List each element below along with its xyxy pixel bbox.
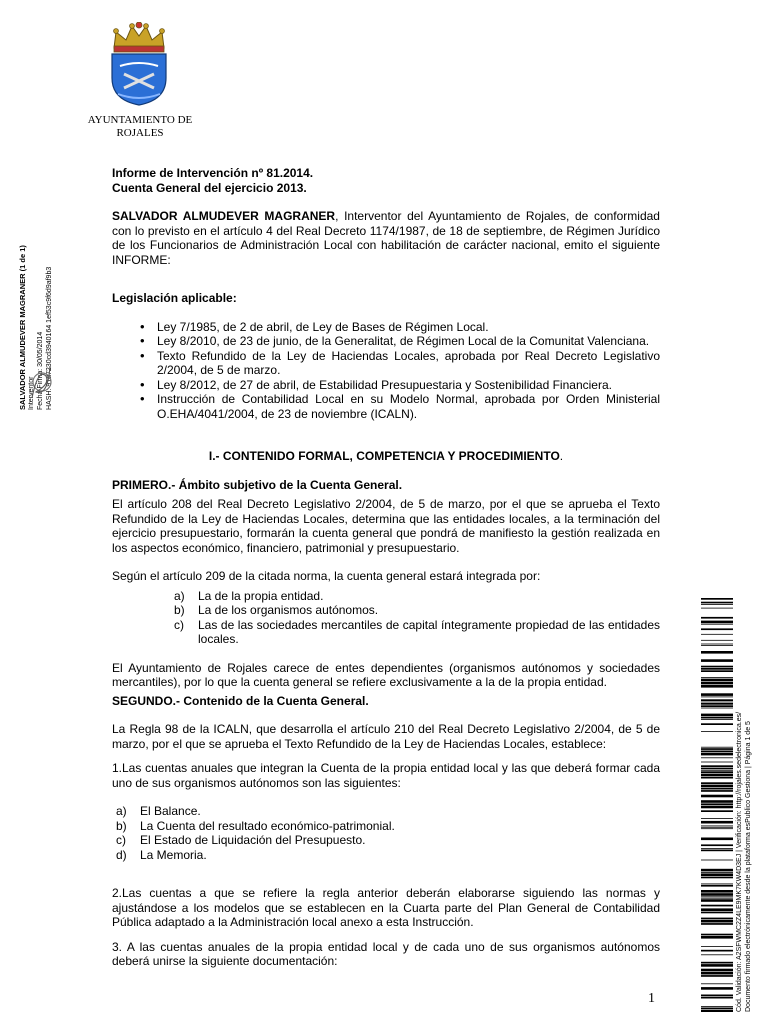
town-line2: ROJALES (116, 127, 164, 139)
list-item: • Ley 8/2012, de 27 de abril, de Estabilidad Presupuestaria y Sostenibilidad Financiera. (142, 378, 660, 393)
intro-name: SALVADOR ALMUDEVER MAGRANER (112, 209, 336, 223)
segundo-list (112, 804, 660, 862)
signature-scribble-icon (28, 362, 54, 402)
signature-hash: HASH: 91d7230cd3940164 1ef53c9f6d9af9b3 (46, 266, 53, 410)
barcode-icon (701, 598, 733, 1012)
primero-paragraph-2: Según el artículo 209 de la citada norma, la cuenta general estará integrada por: (112, 569, 541, 583)
primero-paragraph-3: El Ayuntamiento de Rojales carece de entes dependientes (organismos autónomos y sociedades mercantiles), por lo que la cuenta general se refiere exclusivamente a la de la propia entidad. (112, 660, 660, 689)
list-item: a) El Balance. (116, 804, 201, 818)
legislation-heading: Legislación aplicable: (112, 291, 237, 305)
intro-paragraph (112, 209, 660, 267)
signer-role: Interventor (28, 376, 35, 410)
page-number: 1 (648, 991, 655, 1006)
list-item: a) La de la propia entidad. (174, 588, 324, 603)
verification-code: Cód. Validación: A2SFWMC2Z4LE9MK7KW4D3EJ | Verificación: http://rojales.sedelectronica.es/ (736, 711, 743, 1012)
section1-heading: I.- CONTENIDO FORMAL, COMPETENCIA Y PROCEDIMIENTO. (208, 449, 564, 463)
verification-note: Documento firmado electrónicamente desde la plataforma esPublico Gestiona | Página 1 de 5 (744, 721, 752, 1012)
intro-text: , Interventor del Ayuntamiento de Rojales, de conformidad con lo previsto en el artículo 4 del Real Decreto 1174/1987, de 18 de septiembre, de Régimen Jurídico de los Funcionarios de Administración Local con habilitación de carácter nacional, emito el siguiente INFORME: (112, 209, 660, 267)
segundo-paragraph-2: 1.Las cuentas anuales que integran la Cuenta de la propia entidad local y las que deberá formar cada uno de sus organismos autónomos son las siguientes: (112, 761, 660, 790)
list-item: • Texto Refundido de la Ley de Haciendas Locales, aprobada por Real Decreto Legislativo 2/2004, de 5 de marzo. (142, 349, 660, 378)
signature-date: Fecha Firma: 30/05/2014 (37, 331, 44, 410)
document-body (112, 166, 660, 969)
list-item: b) La Cuenta del resultado económico-patrimonial. (116, 818, 395, 833)
segundo-paragraph-1: La Regla 98 de la ICALN, que desarrolla el artículo 210 del Real Decreto Legislativo 2/2004, de 5 de marzo, por el que se aprueba el Texto Refundido de la Ley de Haciendas Locales, establece: (112, 722, 660, 751)
report-title: Informe de Intervención nº 81.2014. (112, 166, 314, 180)
primero-heading: PRIMERO.- Ámbito subjetivo de la Cuenta General. (112, 477, 403, 492)
list-item: c) El Estado de Liquidación del Presupuesto. (116, 833, 366, 847)
list-item: d) La Memoria. (116, 847, 207, 862)
list-item: b) La de los organismos autónomos. (174, 603, 379, 617)
town-line1: AYUNTAMIENTO DE (87, 114, 193, 126)
coat-of-arms-icon (106, 22, 172, 106)
list-item: • Ley 7/1985, de 2 de abril, de Ley de Bases de Régimen Local. (142, 320, 660, 335)
segundo-paragraph-4: 3. A las cuentas anuales de la propia entidad local y de cada uno de sus organismos autónomos deberá unirse la siguiente documentación: (112, 939, 660, 968)
verification-block (736, 598, 764, 1012)
primero-list (112, 589, 660, 647)
list-item: • Ley 8/2010, de 23 de junio, de la Generalitat, de Régimen Local de la Comunitat Valenciana. (142, 334, 660, 349)
legislation-list (112, 320, 660, 422)
town-name (80, 114, 200, 140)
primero-paragraph-1: El artículo 208 del Real Decreto Legislativo 2/2004, de 5 de marzo, por el que se aprueba el Texto Refundido de la Ley de Haciendas Locales, determina que las entidades locales, a la terminación del ejercicio presupuestario, formarán la cuenta general que pondrá de manifiesto la gestión realizada en los aspectos económico, financiero, patrimonial y presupuestario. (112, 497, 660, 555)
segundo-paragraph-3: 2.Las cuentas a que se refiere la regla anterior deberán elaborarse siguiendo las normas y ajustándose a los modelos que se establecen en la Cuarta parte del Plan General de Contabilidad Pública adaptado a la Administración local anexo a esta Instrucción. (112, 886, 660, 929)
report-subtitle: Cuenta General del ejercicio 2013. (112, 180, 307, 195)
signer-name: SALVADOR ALMUDEVER MAGRANER (1 de 1) (18, 245, 27, 410)
list-item: c) Las de las sociedades mercantiles de capital íntegramente propiedad de las entidades locales. (174, 617, 660, 646)
list-item: • Instrucción de Contabilidad Local en su Modelo Normal, aprobada por Orden Ministerial O.EHA/4041/2004, de 23 de noviembre (ICALN). (142, 392, 660, 421)
segundo-heading: SEGUNDO.- Contenido de la Cuenta General. (112, 693, 369, 708)
